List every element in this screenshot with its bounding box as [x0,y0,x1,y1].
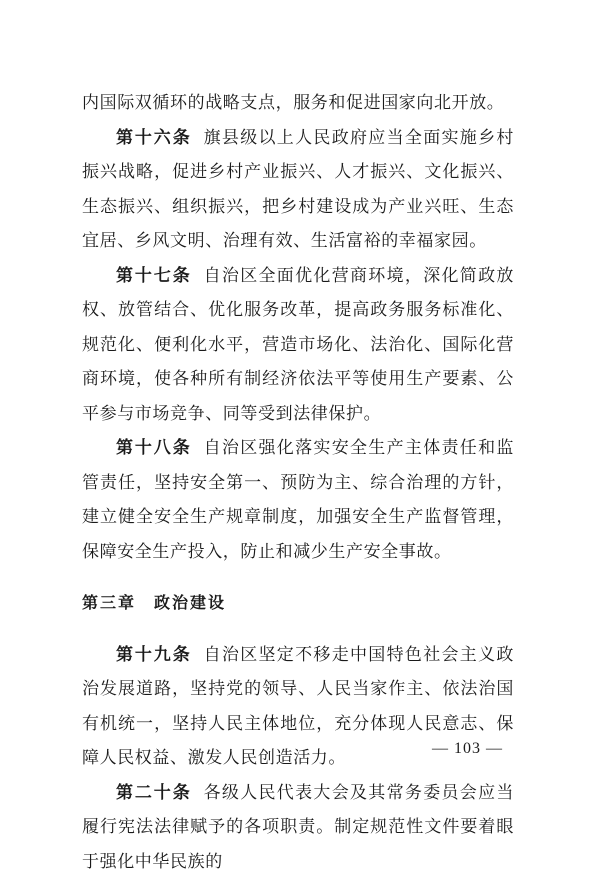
article-text: 旗县级以上人民政府应当全面实施乡村振兴战略，促进乡村产业振兴、人才振兴、文化振兴、生态振兴、组织振兴，把乡村建设成为产业兴旺、生态宜居、乡风文明、治理有效、生活富裕的幸福家园。 [82,128,514,252]
article-16 [82,121,514,259]
chapter-heading [82,586,514,621]
article-number: 第十八条 [116,438,192,458]
article-number: 第十六条 [116,128,192,148]
article-text: 自治区坚定不移走中国特色社会主义政治发展道路，坚持党的领导、人民当家作主、依法治国有机统一，坚持人民主体地位，充分体现人民意志、保障人民权益、激发人民创造活力。 [82,645,514,769]
article-20 [82,776,514,879]
article-text: 自治区强化落实安全生产主体责任和监管责任，坚持安全第一、预防为主、综合治理的方针，建立健全安全生产规章制度，加强安全生产监督管理，保障安全生产投入，防止和减少生产安全事故。 [82,438,514,562]
chapter-number: 第三章 [82,593,136,612]
article-number: 第十七条 [116,266,192,286]
page-number: — 103 — [432,740,503,758]
article-text: 各级人民代表大会及其常务委员会应当履行宪法法律赋予的各项职责。制定规范性文件要着眼于强化中华民族的 [82,783,514,872]
article-number: 第十九条 [116,645,192,665]
article-17 [82,259,514,432]
article-number: 第二十条 [116,783,192,803]
article-text: 自治区全面优化营商环境，深化简政放权、放管结合、优化服务改革，提高政务服务标准化、规范化、便利化水平，营造市场化、法治化、国际化营商环境，使各种所有制经济依法平等使用生产要素、公平参与市场竞争、同等受到法律保护。 [82,266,514,424]
intro-continuation: 内国际双循环的战略支点，服务和促进国家向北开放。 [82,86,514,121]
article-18 [82,431,514,569]
body-text [82,86,514,879]
chapter-title: 政治建设 [154,593,226,612]
